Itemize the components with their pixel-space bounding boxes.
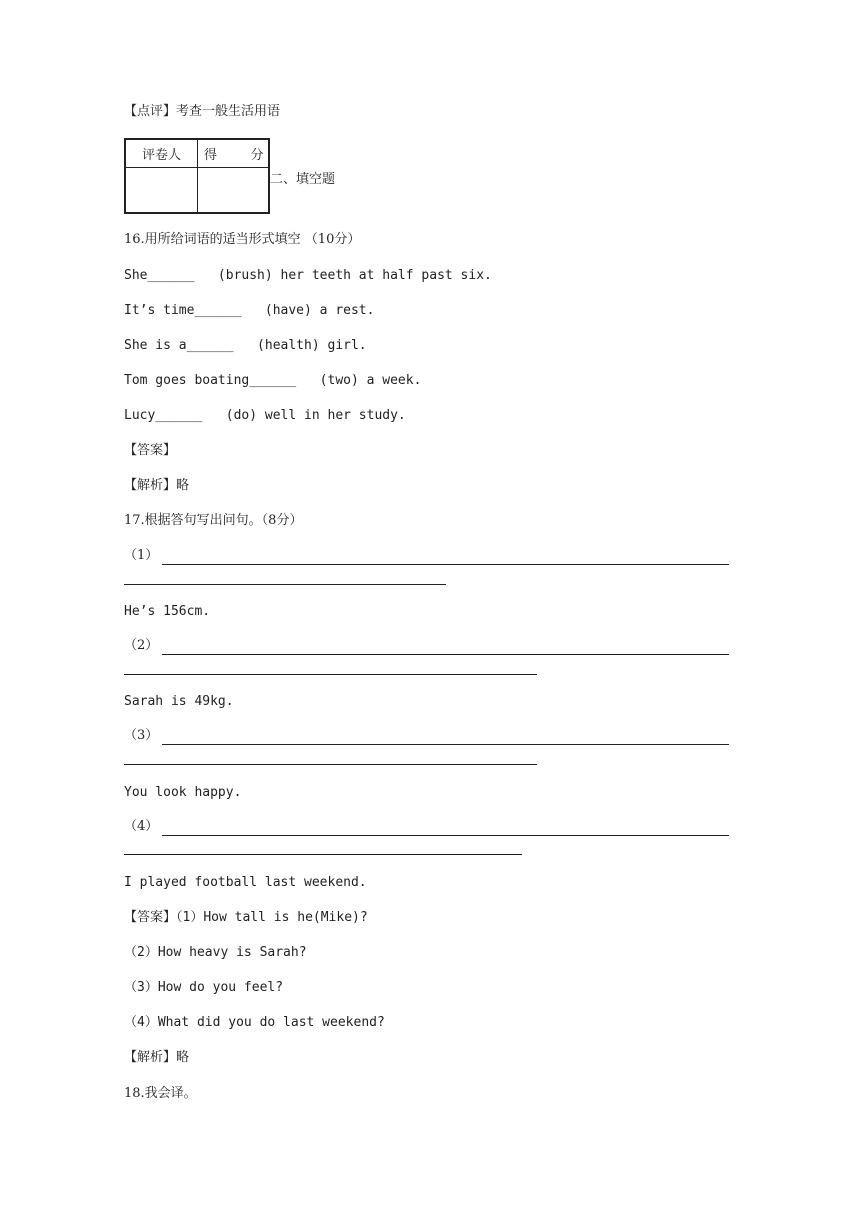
q16-analysis: 【解析】略 — [124, 478, 190, 493]
q16-item: Tom goes boating______ (two) a week. — [124, 373, 422, 388]
score-cell — [198, 168, 269, 214]
q18-title: 18.我会译。 — [124, 1086, 197, 1101]
q17-reply: He’s 156cm. — [124, 604, 211, 619]
answer-line — [162, 654, 729, 655]
answer-line — [124, 674, 537, 675]
q17-blank-label: （2） — [124, 638, 159, 653]
q16-item: She______ (brush) her teeth at half past six. — [124, 268, 492, 283]
q16-answer-label: 【答案】 — [124, 443, 177, 458]
q17-answer: （4）What did you do last weekend? — [124, 1015, 385, 1030]
answer-line — [124, 584, 446, 585]
q17-title: 17.根据答句写出问句。（8分） — [124, 513, 303, 528]
q17-analysis: 【解析】略 — [124, 1050, 190, 1065]
q17-blank-label: （3） — [124, 728, 159, 743]
q16-item: She is a______ (health) girl. — [124, 338, 367, 353]
q17-answer: （2）How heavy is Sarah? — [124, 945, 307, 960]
q17-reply: You look happy. — [124, 785, 242, 800]
q17-answer: （3）How do you feel? — [124, 980, 284, 995]
q16-item: It’s time______ (have) a rest. — [124, 303, 375, 318]
score-header — [198, 139, 269, 168]
review-comment: 【点评】考查一般生活用语 — [124, 104, 281, 119]
score-header-left: 得 — [204, 148, 218, 163]
answer-line — [162, 835, 729, 836]
q17-answer: 【答案】（1）How tall is he(Mike)? — [124, 910, 368, 925]
q16-item: Lucy______ (do) well in her study. — [124, 408, 406, 423]
q17-blank-label: （1） — [124, 548, 159, 563]
answer-line — [162, 744, 729, 745]
q17-reply: I played football last weekend. — [124, 875, 367, 890]
answer-line — [162, 564, 729, 565]
reviewer-cell — [125, 168, 198, 214]
score-header-right: 分 — [250, 148, 264, 163]
q17-reply: Sarah is 49kg. — [124, 694, 234, 709]
q17-blank-label: （4） — [124, 819, 159, 834]
reviewer-header: 评卷人 — [125, 139, 198, 168]
score-table — [124, 138, 270, 214]
q16-title: 16.用所给词语的适当形式填空 （10分） — [124, 232, 361, 247]
answer-line — [124, 764, 537, 765]
answer-line — [124, 854, 522, 855]
section-title: 二、填空题 — [270, 172, 336, 187]
